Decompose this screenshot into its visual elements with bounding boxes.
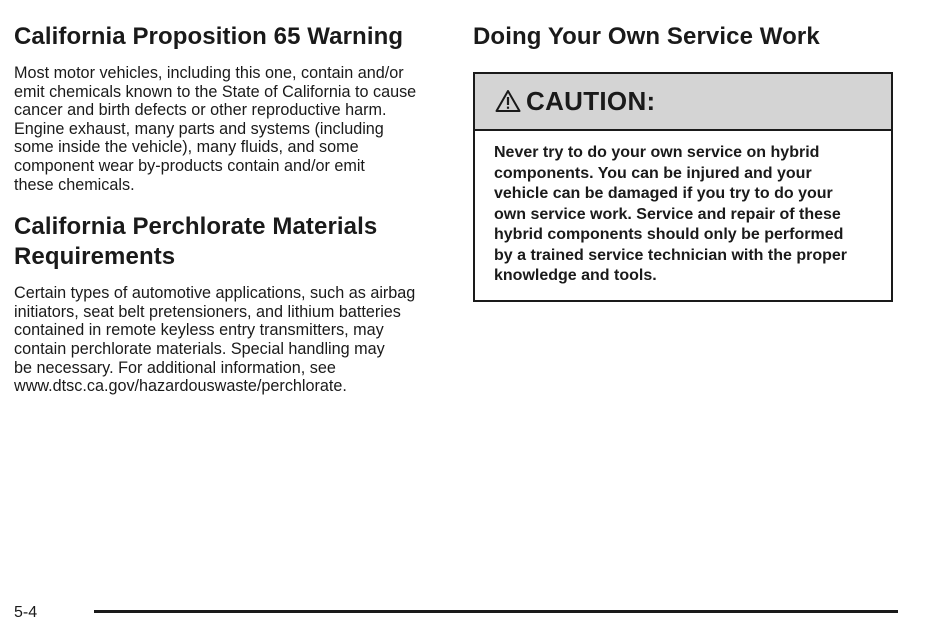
caution-header xyxy=(475,74,891,131)
service-work-heading: Doing Your Own Service Work xyxy=(473,23,820,50)
left-column xyxy=(14,22,444,396)
caution-label: CAUTION: xyxy=(526,86,656,116)
caution-box xyxy=(473,72,893,302)
prop65-heading: California Proposition 65 Warning xyxy=(14,23,404,50)
page-number: 5-4 xyxy=(14,604,38,621)
footer-divider xyxy=(94,610,898,613)
prop65-text: Most motor vehicles, including this one, contain and/or emit chemicals known to the State of California to cause cancer and birth defects or other reproductive harm. Engine exhaust, many parts and systems (including some inside the vehicle), many fluids, and some component wear by-products contain and/or emit these chemicals. xyxy=(14,64,417,194)
warning-triangle-icon xyxy=(495,91,526,113)
right-column xyxy=(473,22,899,302)
perchlorate-text: Certain types of automotive applications, such as airbag initiators, seat belt pretensioners, and lithium batteries contained in remote keyless entry transmitters, may contain perchlorate materials. Special handling may be necessary. For additional information, see www.dtsc.ca.gov/hazardouswaste/perchlorate. xyxy=(14,284,416,396)
perchlorate-heading: California Perchlorate Materials Requirements xyxy=(14,213,378,271)
caution-text: Never try to do your own service on hybrid components. You can be injured and your vehicle can be damaged if you try to do your own service work. Service and repair of these hybrid components should only be performed by a trained service technician with the proper knowledge and tools. xyxy=(494,144,847,284)
